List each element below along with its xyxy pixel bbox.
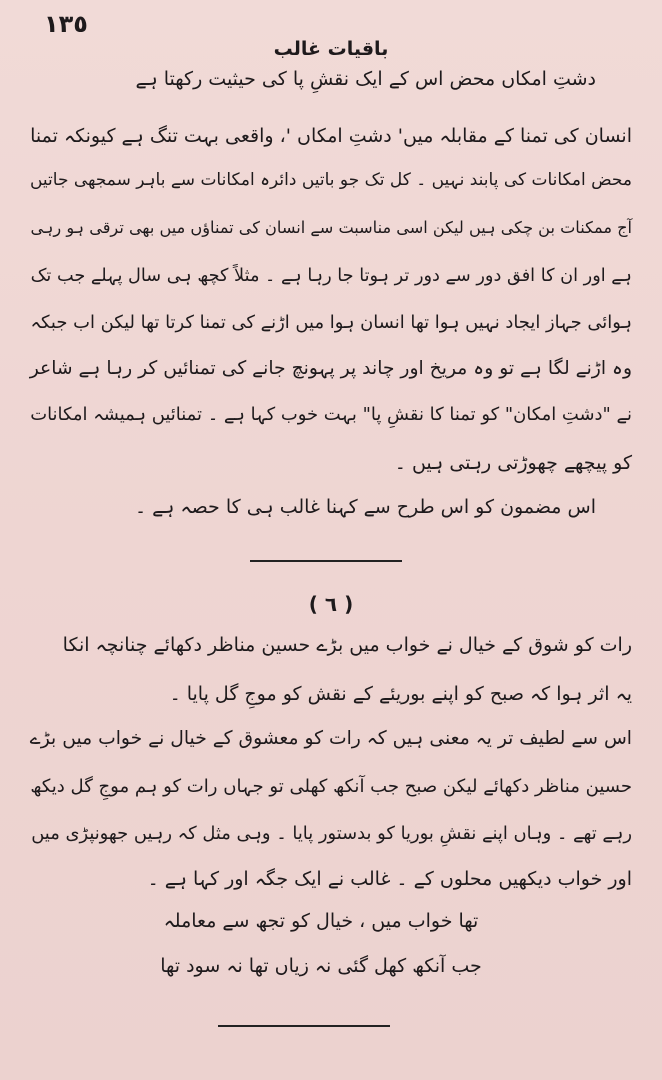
paragraph-line: ہوائی جہاز ایجاد نہیں ہوا تھا انسان ہوا میں اڑنے کی تمنا کرتا تھا لیکن اب جبکہ xyxy=(30,312,632,333)
paragraph-line: آج ممکنات بن چکی ہیں لیکن اسی مناسبت سے انسان کی تمناؤں میں بھی ترقی ہو رہی xyxy=(30,218,632,237)
paragraph-line: ہے اور ان کا افق دور سے دور تر ہوتا جا رہا ہے ۔ مثلاً کچھ ہی سال پہلے جب تک xyxy=(30,266,632,286)
paragraph-line: حسین مناظر دکھائے لیکن صبح جب آنکھ کھلی تو جہاں رات کو ہم موجِ گل دیکھ xyxy=(30,776,632,797)
section-divider xyxy=(250,560,402,562)
paragraph-line: یہ اثر ہوا کہ صبح کو اپنے بوریئے کے نقش کو موجِ گل پایا ۔ xyxy=(169,683,632,705)
paragraph-line: دشتِ امکاں محض اس کے ایک نقشِ پا کی حیثیت رکھتا ہے xyxy=(135,68,596,90)
page-number: ١٣٥ xyxy=(44,10,88,38)
paragraph-line: وہ اڑنے لگا ہے تو وہ مریخ اور چاند پر پہونچ جانے کی تمنائیں کر رہا ہے شاعر xyxy=(29,358,632,379)
paragraph-line: اس سے لطیف تر یہ معنی ہیں کہ رات کو معشوق کے خیال نے خواب میں بڑے xyxy=(29,728,632,749)
paragraph-line: اس مضمون کو اس طرح سے کہنا غالب ہی کا حصہ ہے ۔ xyxy=(134,496,596,518)
paragraph-line: انسان کی تمنا کے مقابلہ میں' دشتِ امکاں '، واقعی بہت تنگ ہے کیونکہ تمنا xyxy=(30,125,632,147)
paragraph-line: رات کو شوق کے خیال نے خواب میں بڑے حسین مناظر دکھائے چنانچہ انکا xyxy=(62,634,632,656)
paragraph-line: اور خواب دیکھیں محلوں کے ۔ غالب نے ایک جگہ اور کہا ہے ۔ xyxy=(147,868,632,890)
section-number: ( ٦ ) xyxy=(308,592,354,616)
paragraph-line: رہے تھے ۔ وہاں اپنے نقشِ بوریا کو بدستور پایا ۔ وہی مثل کہ رہیں جھونپڑی میں xyxy=(31,823,632,844)
end-divider xyxy=(218,1025,390,1027)
paragraph-line: نے "دشتِ امکان" کو تمنا کا نقشِ پا" بہت خوب کہا ہے ۔ تمنائیں ہمیشہ امکانات xyxy=(30,404,632,425)
paragraph-line: کو پیچھے چھوڑتی رہتی ہیں ۔ xyxy=(394,452,632,474)
paragraph-line: محض امکانات کی پابند نہیں ۔ کل تک جو باتیں دائرہ امکانات سے باہر سمجھی جاتیں xyxy=(29,170,632,190)
verse-line: تھا خواب میں ، خیال کو تجھ سے معاملہ xyxy=(163,910,479,932)
verse-line: جب آنکھ کھل گئی نہ زیاں تھا نہ سود تھا xyxy=(160,955,482,977)
running-head: باقیات غالب xyxy=(273,38,389,60)
